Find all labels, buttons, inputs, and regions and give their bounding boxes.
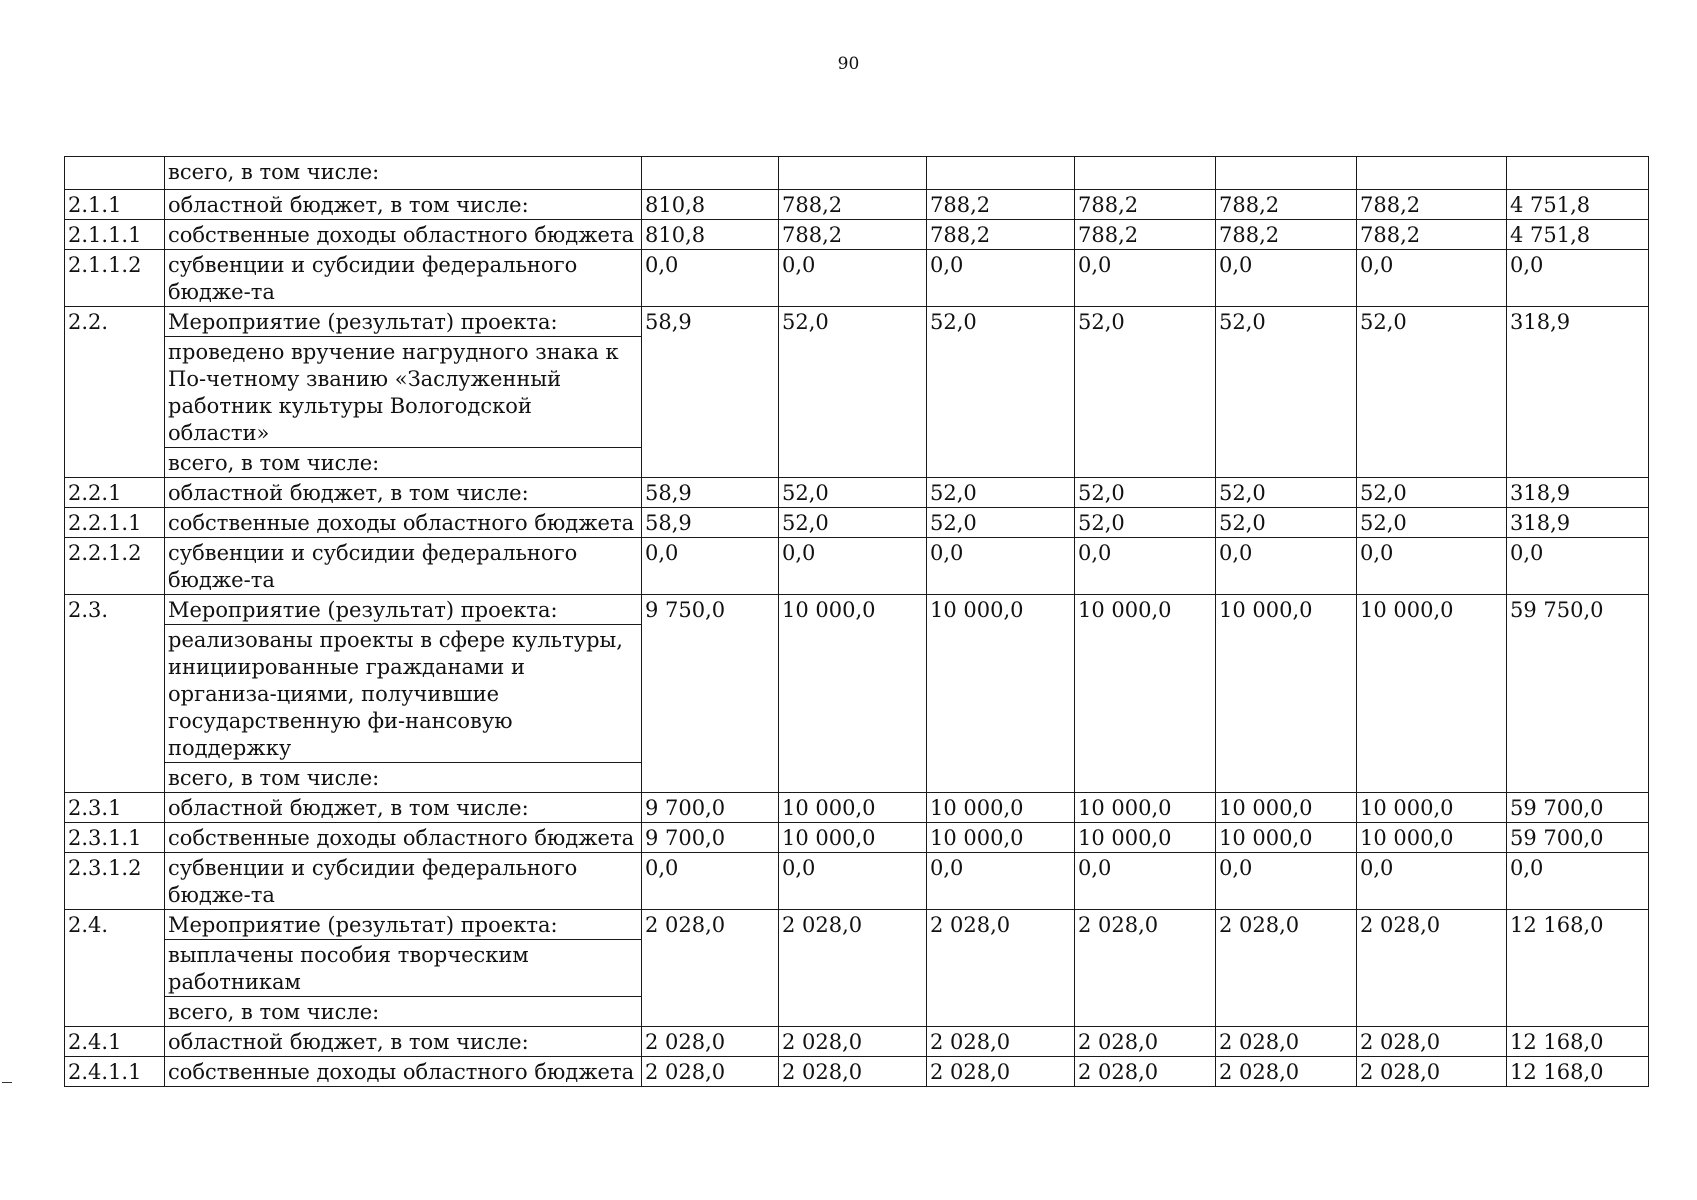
value-cell: 0,0 [1075,250,1216,307]
table-body [65,157,1649,1087]
row-code: 2.2.1.1 [65,508,165,538]
value-cell: 0,0 [927,853,1075,910]
row-label: субвенции и субсидии федерального бюдже-та [165,250,642,307]
value-cell: 0,0 [779,853,927,910]
value-cell: 2 028,0 [1357,1057,1507,1087]
value-cell: 2 028,0 [779,1027,927,1057]
value-cell: 9 750,0 [642,595,779,793]
value-cell: 52,0 [779,307,927,478]
value-cell: 10 000,0 [1216,823,1357,853]
table-row [65,307,1649,337]
value-cell: 0,0 [779,250,927,307]
value-cell: 0,0 [1507,853,1649,910]
value-cell: 12 168,0 [1507,1027,1649,1057]
row-code: 2.1.1 [65,190,165,220]
value-cell: 4 751,8 [1507,220,1649,250]
row-label: областной бюджет, в том числе: [165,793,642,823]
row-code: 2.4.1 [65,1027,165,1057]
value-cell: 10 000,0 [779,595,927,793]
row-code: 2.1.1.2 [65,250,165,307]
value-cell: 52,0 [1216,307,1357,478]
table-row [65,220,1649,250]
value-cell: 788,2 [1357,190,1507,220]
value-cell: 788,2 [779,190,927,220]
value-cell: 0,0 [1507,538,1649,595]
measure-description: проведено вручение нагрудного знака к По-четному званию «Заслуженный работник культуры Вологодской области» [165,337,642,448]
row-code: 2.2. [65,307,165,478]
table-row [65,478,1649,508]
value-cell: 810,8 [642,220,779,250]
row-code: 2.2.1 [65,478,165,508]
value-cell: 2 028,0 [642,1057,779,1087]
value-cell: 2 028,0 [1216,1027,1357,1057]
value-cell: 10 000,0 [927,595,1075,793]
value-cell [642,157,779,190]
value-cell: 2 028,0 [1357,1027,1507,1057]
row-label: собственные доходы областного бюджета [165,1057,642,1087]
value-cell: 0,0 [927,250,1075,307]
value-cell [1507,157,1649,190]
value-cell: 10 000,0 [927,823,1075,853]
value-cell: 788,2 [1075,190,1216,220]
table-row [65,1027,1649,1057]
row-label: Мероприятие (результат) проекта: [165,910,642,940]
value-cell: 0,0 [779,538,927,595]
value-cell: 58,9 [642,307,779,478]
value-cell: 10 000,0 [779,793,927,823]
row-code: 2.3.1.1 [65,823,165,853]
value-cell: 2 028,0 [1216,910,1357,1027]
table-row [65,853,1649,910]
value-cell: 52,0 [1216,508,1357,538]
value-cell: 0,0 [1357,538,1507,595]
value-cell: 10 000,0 [1075,595,1216,793]
row-label: субвенции и субсидии федерального бюдже-та [165,538,642,595]
value-cell: 10 000,0 [1357,793,1507,823]
margin-mark [2,1082,12,1083]
table-row [65,250,1649,307]
value-cell: 12 168,0 [1507,1057,1649,1087]
value-cell [927,157,1075,190]
row-total-label: всего, в том числе: [165,448,642,478]
table-row [65,823,1649,853]
value-cell: 10 000,0 [1357,823,1507,853]
value-cell: 58,9 [642,478,779,508]
row-total-label: всего, в том числе: [165,763,642,793]
value-cell: 788,2 [927,190,1075,220]
value-cell [1216,157,1357,190]
value-cell: 52,0 [1357,478,1507,508]
value-cell: 2 028,0 [927,1027,1075,1057]
value-cell: 2 028,0 [642,910,779,1027]
page-number: 90 [837,54,860,74]
row-label: областной бюджет, в том числе: [165,190,642,220]
value-cell: 2 028,0 [1075,1027,1216,1057]
value-cell: 0,0 [1357,250,1507,307]
value-cell: 52,0 [1075,307,1216,478]
table-row [65,793,1649,823]
row-code: 2.3. [65,595,165,793]
row-code: 2.3.1.2 [65,853,165,910]
value-cell: 0,0 [927,538,1075,595]
value-cell: 0,0 [1216,538,1357,595]
value-cell: 52,0 [1357,307,1507,478]
value-cell: 59 700,0 [1507,823,1649,853]
value-cell: 2 028,0 [779,910,927,1027]
value-cell: 52,0 [927,307,1075,478]
row-label: областной бюджет, в том числе: [165,478,642,508]
value-cell: 2 028,0 [779,1057,927,1087]
value-cell: 0,0 [1357,853,1507,910]
value-cell: 788,2 [1075,220,1216,250]
value-cell: 9 700,0 [642,823,779,853]
value-cell: 52,0 [927,478,1075,508]
value-cell: 52,0 [779,508,927,538]
value-cell: 9 700,0 [642,793,779,823]
row-label: Мероприятие (результат) проекта: [165,595,642,625]
value-cell: 59 700,0 [1507,793,1649,823]
value-cell: 4 751,8 [1507,190,1649,220]
value-cell: 0,0 [1216,853,1357,910]
value-cell: 0,0 [1507,250,1649,307]
value-cell: 52,0 [927,508,1075,538]
value-cell: 10 000,0 [1216,595,1357,793]
value-cell: 788,2 [927,220,1075,250]
value-cell: 0,0 [1075,853,1216,910]
value-cell: 2 028,0 [642,1027,779,1057]
row-code [65,157,165,190]
value-cell: 2 028,0 [927,1057,1075,1087]
row-label: собственные доходы областного бюджета [165,220,642,250]
table-row [65,157,1649,190]
value-cell: 0,0 [1216,250,1357,307]
value-cell: 2 028,0 [927,910,1075,1027]
value-cell [1357,157,1507,190]
value-cell: 2 028,0 [1075,1057,1216,1087]
table-row [65,508,1649,538]
value-cell: 788,2 [1216,220,1357,250]
value-cell: 788,2 [779,220,927,250]
value-cell: 52,0 [1216,478,1357,508]
value-cell: 10 000,0 [1357,595,1507,793]
row-label: Мероприятие (результат) проекта: [165,307,642,337]
value-cell: 52,0 [1075,508,1216,538]
table-row [65,595,1649,625]
value-cell: 12 168,0 [1507,910,1649,1027]
table-row [65,1057,1649,1087]
measure-description: реализованы проекты в сфере культуры, инициированные гражданами и организа-циями, получившие государственную фи-нансовую поддержку [165,625,642,763]
value-cell: 2 028,0 [1075,910,1216,1027]
row-label: собственные доходы областного бюджета [165,508,642,538]
value-cell: 10 000,0 [1216,793,1357,823]
value-cell: 59 750,0 [1507,595,1649,793]
table-row [65,190,1649,220]
value-cell: 0,0 [642,250,779,307]
value-cell: 318,9 [1507,478,1649,508]
table-row [65,538,1649,595]
value-cell: 10 000,0 [927,793,1075,823]
measure-description: выплачены пособия творческим работникам [165,940,642,997]
value-cell: 318,9 [1507,508,1649,538]
value-cell: 0,0 [642,538,779,595]
row-total-label: всего, в том числе: [165,997,642,1027]
value-cell: 788,2 [1357,220,1507,250]
row-label: собственные доходы областного бюджета [165,823,642,853]
row-code: 2.2.1.2 [65,538,165,595]
budget-table [64,156,1649,1087]
row-code: 2.3.1 [65,793,165,823]
row-code: 2.4. [65,910,165,1027]
value-cell: 810,8 [642,190,779,220]
value-cell [779,157,927,190]
value-cell: 52,0 [779,478,927,508]
value-cell [1075,157,1216,190]
table-row [65,910,1649,940]
row-code: 2.1.1.1 [65,220,165,250]
value-cell: 788,2 [1216,190,1357,220]
value-cell: 2 028,0 [1357,910,1507,1027]
row-code: 2.4.1.1 [65,1057,165,1087]
value-cell: 52,0 [1357,508,1507,538]
value-cell: 2 028,0 [1216,1057,1357,1087]
value-cell: 10 000,0 [779,823,927,853]
value-cell: 52,0 [1075,478,1216,508]
row-label: областной бюджет, в том числе: [165,1027,642,1057]
value-cell: 10 000,0 [1075,793,1216,823]
value-cell: 318,9 [1507,307,1649,478]
value-cell: 10 000,0 [1075,823,1216,853]
row-label: всего, в том числе: [165,157,642,190]
row-label: субвенции и субсидии федерального бюдже-та [165,853,642,910]
value-cell: 58,9 [642,508,779,538]
value-cell: 0,0 [1075,538,1216,595]
value-cell: 0,0 [642,853,779,910]
